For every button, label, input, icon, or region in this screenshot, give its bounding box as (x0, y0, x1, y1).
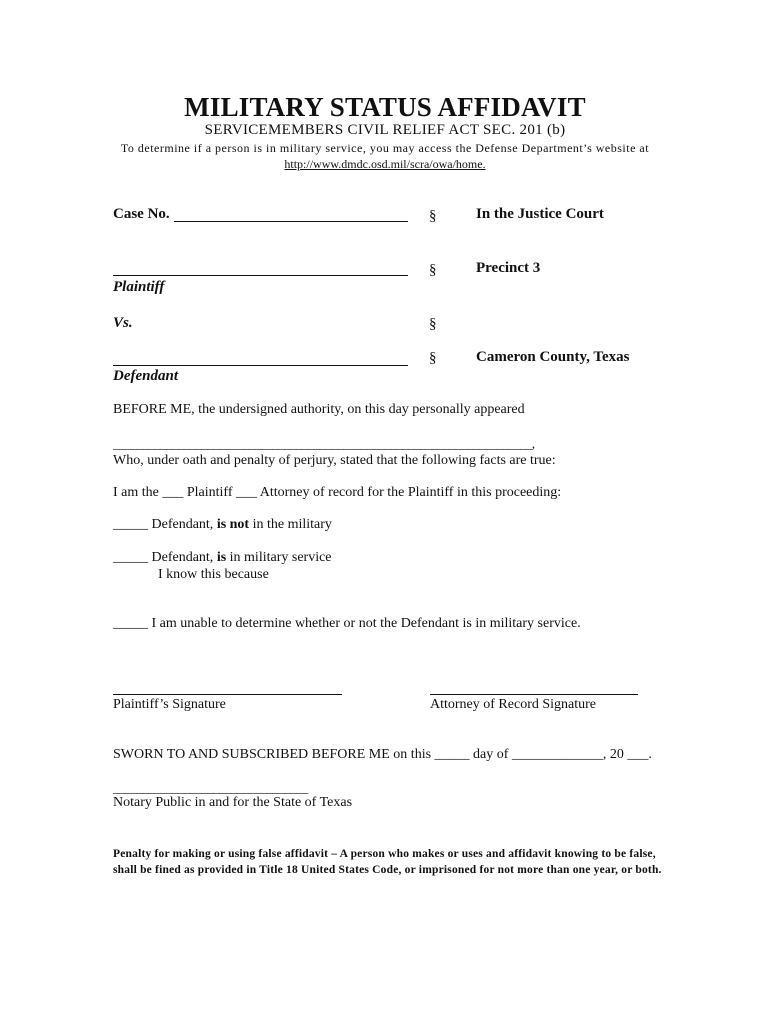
section-symbol-2: § (429, 262, 437, 278)
defendant-name-field[interactable] (113, 365, 408, 366)
appeared-person-field[interactable]: _______________________________________________________________________, (113, 436, 535, 451)
sworn-line[interactable]: SWORN TO AND SUBSCRIBED BEFORE ME on this _____ day of _____________, 20 ___. (113, 747, 652, 762)
reason-label: I know this because (158, 567, 269, 582)
section-symbol-3: § (429, 316, 437, 332)
option-in-military[interactable] (113, 550, 332, 566)
penalty-notice: Penalty for making or using false affidavit – A person who makes or uses and affidavit knowing to be false, shall be fined as provided in Title 18 United States Code, or imprisoned for not more than one year, or both. (113, 848, 662, 876)
court-name: In the Justice Court (476, 206, 604, 222)
scra-website-url[interactable]: http://www.dmdc.osd.mil/scra/owa/home. (284, 157, 486, 171)
plaintiff-name-field[interactable] (113, 275, 408, 276)
section-symbol-1: § (429, 208, 437, 224)
defendant-label: Defendant (113, 368, 178, 384)
notary-label: Notary Public in and for the State of Texas (113, 795, 353, 810)
option-unable-to-determine[interactable]: _____ I am unable to determine whether or not the Defendant is in military service. (113, 616, 581, 631)
option-not-in-military-prefix: _____ Defendant, (113, 517, 217, 532)
option-not-in-military[interactable] (113, 517, 332, 533)
scra-website-link[interactable] (0, 157, 770, 172)
plaintiff-signature-label: Plaintiff’s Signature (113, 697, 226, 712)
option-not-in-military-bold: is not (216, 517, 250, 532)
role-line[interactable]: I am the ___ Plaintiff ___ Attorney of record for the Plaintiff in this proceeding: (113, 485, 562, 500)
oath-text: Who, under oath and penalty of perjury, stated that the following facts are true: (113, 453, 556, 468)
plaintiff-signature-field[interactable] (113, 694, 342, 695)
option-in-military-bold: is (216, 550, 227, 565)
option-not-in-military-suffix: in the military (249, 517, 332, 532)
attorney-signature-field[interactable] (430, 694, 638, 695)
case-no-field[interactable] (174, 221, 408, 222)
notary-signature-field[interactable]: _________________________________ (113, 780, 308, 795)
section-symbol-4: § (429, 350, 437, 366)
county-label: Cameron County, Texas (476, 349, 630, 365)
document-subtitle: SERVICEMEMBERS CIVIL RELIEF ACT SEC. 201 (b) (204, 122, 566, 138)
attorney-signature-label: Attorney of Record Signature (430, 697, 597, 712)
option-in-military-prefix: _____ Defendant, (113, 550, 217, 565)
plaintiff-label: Plaintiff (113, 279, 165, 295)
option-in-military-suffix: in military service (226, 550, 332, 565)
case-no-label: Case No. (113, 206, 170, 222)
precinct-label: Precinct 3 (476, 260, 541, 276)
before-me-text: BEFORE ME, the undersigned authority, on this day personally appeared (113, 402, 525, 417)
intro-text: To determine if a person is in military service, you may access the Defense Department’s website at (120, 141, 650, 155)
vs-label: Vs. (113, 315, 133, 331)
document-title: MILITARY STATUS AFFIDAVIT (184, 92, 586, 122)
